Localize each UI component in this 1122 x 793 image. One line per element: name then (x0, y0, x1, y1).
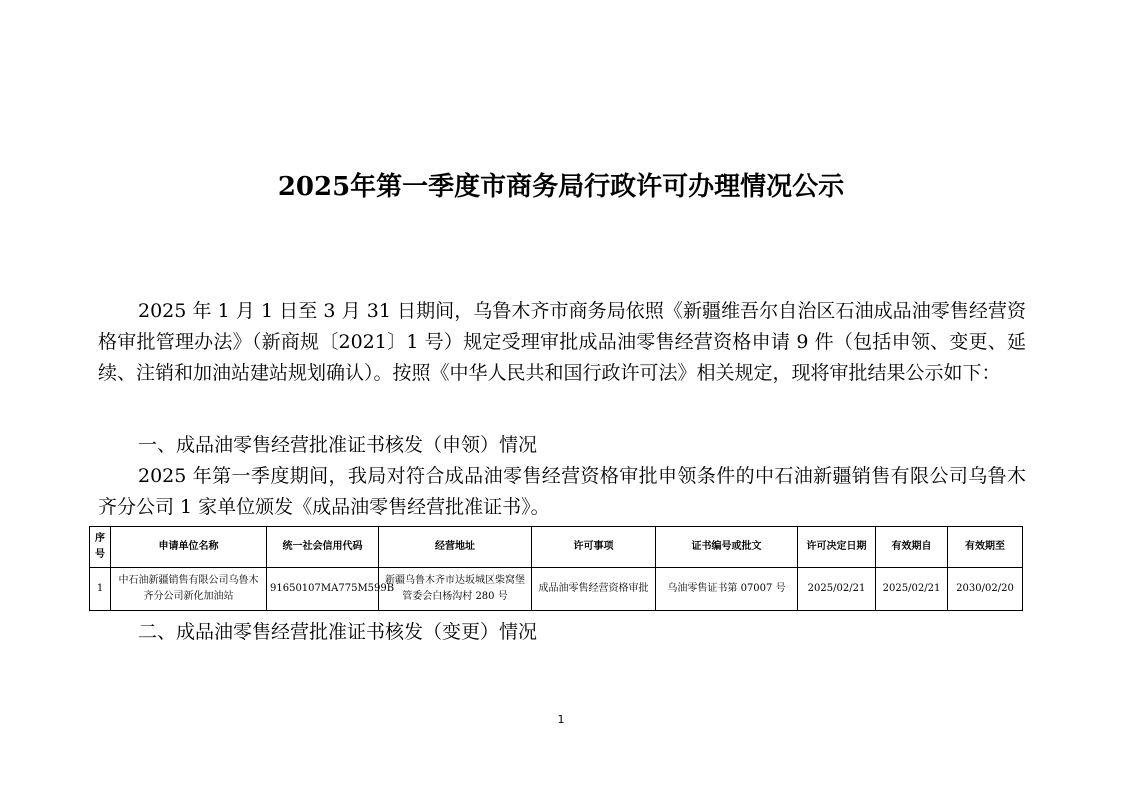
cell-applicant: 中石油新疆销售有限公司乌鲁木齐分公司新化加油站 (111, 568, 267, 611)
header-decision-date: 许可决定日期 (798, 527, 876, 568)
cell-address: 新疆乌鲁木齐市达坂城区柴窝堡管委会白杨沟村 280 号 (379, 568, 532, 611)
cell-valid-from: 2025/02/21 (876, 568, 948, 611)
header-certificate-no: 证书编号或批文 (656, 527, 798, 568)
issue-paragraph: 2025 年第一季度期间，我局对符合成品油零售经营资格审批申领条件的中石油新疆销售有限公司乌鲁木齐分公司 1 家单位颁发《成品油零售经营批准证书》。 (98, 465, 1026, 518)
license-table (89, 526, 1023, 611)
header-valid-from: 有效期自 (876, 527, 948, 568)
cell-certificate-no: 乌油零售证书第 07007 号 (656, 568, 798, 611)
page-number: 1 (557, 713, 565, 726)
cell-credit-code: 91650107MA775M599B (267, 568, 379, 611)
header-credit-code: 统一社会信用代码 (267, 527, 379, 568)
cell-valid-to: 2030/02/20 (948, 568, 1023, 611)
cell-decision-date: 2025/02/21 (798, 568, 876, 611)
cell-index: 1 (90, 568, 111, 611)
section-heading-issue: 一、成品油零售经营批准证书核发（申领）情况 (138, 434, 538, 456)
cell-license-item: 成品油零售经营资格审批 (532, 568, 656, 611)
header-applicant: 申请单位名称 (111, 527, 267, 568)
header-index: 序号 (90, 527, 111, 568)
section-heading-change: 二、成品油零售经营批准证书核发（变更）情况 (138, 621, 538, 643)
intro-paragraph: 2025 年 1 月 1 日至 3 月 31 日期间，乌鲁木齐市商务局依照《新疆维吾尔自治区石油成品油零售经营资格审批管理办法》（新商规〔2021〕1 号）规定受理审批成品油零售经营资格申请 9 件（包括申领、变更、延续、注销和加油站建站规划确认）。按照《中华人民共和国行政许可法》相关规定，现将审批结果公示如下： (98, 300, 1026, 384)
header-license-item: 许可事项 (532, 527, 656, 568)
document-title: 2025年第一季度市商务局行政许可办理情况公示 (277, 172, 845, 202)
table-header-row (90, 527, 1023, 568)
header-address: 经营地址 (379, 527, 532, 568)
header-valid-to: 有效期至 (948, 527, 1023, 568)
table-row (90, 568, 1023, 611)
